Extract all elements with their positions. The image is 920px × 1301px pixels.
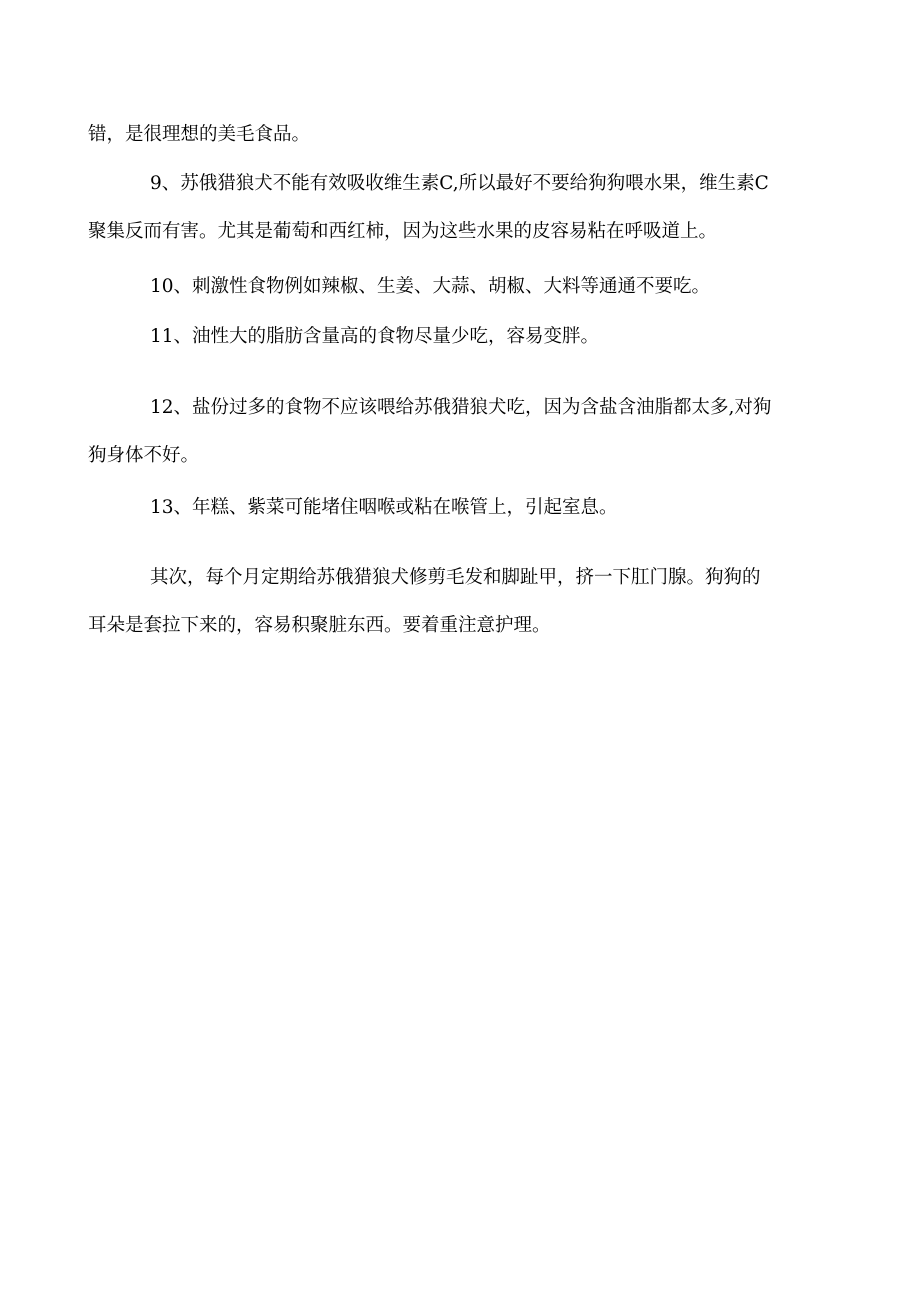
text-line: 11、油性大的脂肪含量高的食物尽量少吃，容易变胖。 [150, 326, 600, 347]
text-line: 13、年糕、紫菜可能堵住咽喉或粘在喉管上，引起室息。 [150, 497, 618, 518]
text-line: 耳朵是套拉下来的，容易积聚脏东西。要着重注意护理。 [88, 615, 551, 636]
paragraph-continuation [88, 111, 828, 159]
text-line: 其次，每个月定期给苏俄猎狼犬修剪毛发和脚趾甲，挤一下肛门腺。狗狗的 [150, 567, 761, 588]
text-line: 12、盐份过多的食物不应该喂给苏俄猎狼犬吃，因为含盐含油脂都太多,对狗 [150, 397, 772, 418]
text-line: 聚集反而有害。尤其是葡萄和西红柿，因为这些水果的皮容易粘在呼吸道上。 [88, 221, 718, 242]
text-line: 9、苏俄猎狼犬不能有效吸收维生素C,所以最好不要给狗狗喂水果，维生素C [150, 173, 769, 194]
paragraph-item-10 [88, 263, 828, 311]
text-line: 狗身体不好。 [88, 445, 200, 466]
paragraph-item-12 [88, 384, 828, 480]
paragraph-item-11 [88, 313, 828, 361]
paragraph-item-9 [88, 160, 828, 256]
text-line: 10、刺激性食物例如辣椒、生姜、大蒜、胡椒、大料等通通不要吃。 [150, 276, 711, 297]
paragraph-grooming [88, 554, 828, 650]
text-line: 错，是很理想的美毛食品。 [88, 124, 311, 145]
paragraph-item-13 [88, 484, 828, 532]
